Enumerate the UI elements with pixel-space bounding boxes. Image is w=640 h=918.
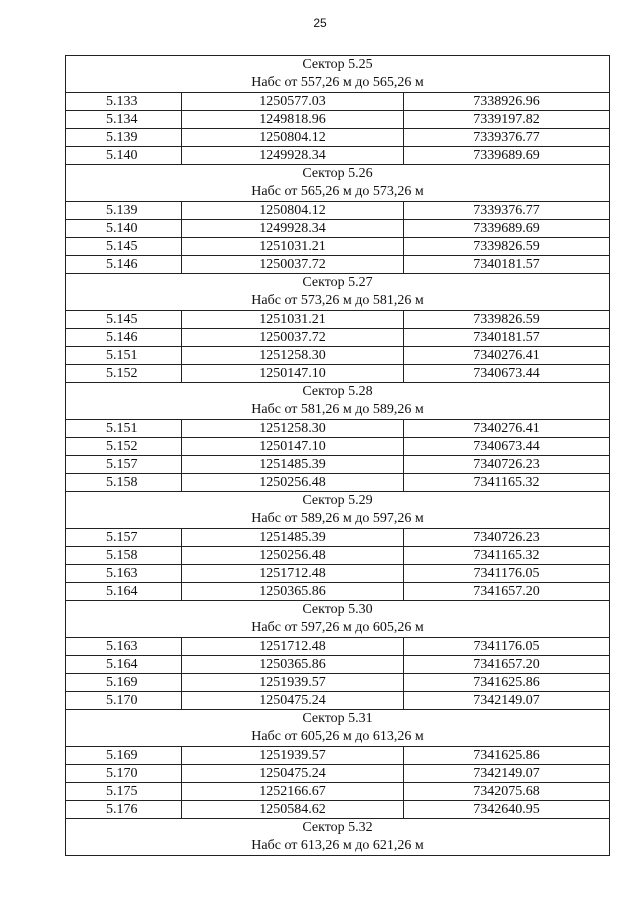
x-coordinate-cell: 1251258.30 xyxy=(182,347,404,365)
y-coordinate-cell: 7341176.05 xyxy=(404,565,610,583)
x-coordinate-cell: 1251485.39 xyxy=(182,529,404,547)
table-row xyxy=(66,202,610,220)
x-coordinate-cell: 1251939.57 xyxy=(182,674,404,692)
sector-header xyxy=(66,819,610,856)
table-row xyxy=(66,311,610,329)
x-coordinate-cell: 1250584.62 xyxy=(182,801,404,819)
y-coordinate-cell: 7340181.57 xyxy=(404,329,610,347)
x-coordinate-cell: 1249928.34 xyxy=(182,220,404,238)
table-row xyxy=(66,456,610,474)
sector-range: Набс от 605,26 м до 613,26 м xyxy=(251,729,424,744)
point-number-cell: 5.145 xyxy=(66,311,182,329)
table-row xyxy=(66,529,610,547)
point-number-cell: 5.151 xyxy=(66,420,182,438)
x-coordinate-cell: 1252166.67 xyxy=(182,783,404,801)
table-row xyxy=(66,765,610,783)
point-number-cell: 5.169 xyxy=(66,674,182,692)
sector-title: Сектор 5.30 xyxy=(302,602,373,617)
point-number-cell: 5.140 xyxy=(66,147,182,165)
point-number-cell: 5.158 xyxy=(66,474,182,492)
sector-header-row xyxy=(66,601,610,638)
point-number-cell: 5.157 xyxy=(66,456,182,474)
table-row xyxy=(66,220,610,238)
sector-header xyxy=(66,165,610,202)
point-number-cell: 5.140 xyxy=(66,220,182,238)
y-coordinate-cell: 7339689.69 xyxy=(404,147,610,165)
sector-header xyxy=(66,383,610,420)
point-number-cell: 5.163 xyxy=(66,565,182,583)
y-coordinate-cell: 7340181.57 xyxy=(404,256,610,274)
y-coordinate-cell: 7339197.82 xyxy=(404,111,610,129)
table-row xyxy=(66,783,610,801)
y-coordinate-cell: 7340276.41 xyxy=(404,347,610,365)
sector-range: Набс от 557,26 м до 565,26 м xyxy=(251,75,424,90)
y-coordinate-cell: 7341165.32 xyxy=(404,547,610,565)
y-coordinate-cell: 7342149.07 xyxy=(404,765,610,783)
y-coordinate-cell: 7342149.07 xyxy=(404,692,610,710)
table-row xyxy=(66,347,610,365)
point-number-cell: 5.133 xyxy=(66,93,182,111)
point-number-cell: 5.176 xyxy=(66,801,182,819)
x-coordinate-cell: 1250256.48 xyxy=(182,474,404,492)
sector-range: Набс от 573,26 м до 581,26 м xyxy=(251,293,424,308)
point-number-cell: 5.139 xyxy=(66,202,182,220)
x-coordinate-cell: 1251258.30 xyxy=(182,420,404,438)
y-coordinate-cell: 7340673.44 xyxy=(404,438,610,456)
table-row xyxy=(66,656,610,674)
sector-title: Сектор 5.25 xyxy=(302,57,373,72)
sector-header xyxy=(66,601,610,638)
sector-title: Сектор 5.26 xyxy=(302,166,373,181)
y-coordinate-cell: 7341176.05 xyxy=(404,638,610,656)
y-coordinate-cell: 7340276.41 xyxy=(404,420,610,438)
sector-range: Набс от 589,26 м до 597,26 м xyxy=(251,511,424,526)
y-coordinate-cell: 7341625.86 xyxy=(404,747,610,765)
y-coordinate-cell: 7339376.77 xyxy=(404,202,610,220)
sector-title: Сектор 5.29 xyxy=(302,493,373,508)
sector-header-row xyxy=(66,165,610,202)
x-coordinate-cell: 1250577.03 xyxy=(182,93,404,111)
table-row xyxy=(66,147,610,165)
y-coordinate-cell: 7342640.95 xyxy=(404,801,610,819)
y-coordinate-cell: 7339689.69 xyxy=(404,220,610,238)
point-number-cell: 5.170 xyxy=(66,692,182,710)
y-coordinate-cell: 7342075.68 xyxy=(404,783,610,801)
sector-header-row xyxy=(66,383,610,420)
sector-range: Набс от 613,26 м до 621,26 м xyxy=(251,838,424,853)
sector-header-row xyxy=(66,710,610,747)
sector-header-row xyxy=(66,819,610,856)
table-row xyxy=(66,801,610,819)
sector-title: Сектор 5.31 xyxy=(302,711,373,726)
table-row xyxy=(66,438,610,456)
table-row xyxy=(66,692,610,710)
point-number-cell: 5.151 xyxy=(66,347,182,365)
sector-title: Сектор 5.32 xyxy=(302,820,373,835)
x-coordinate-cell: 1250256.48 xyxy=(182,547,404,565)
point-number-cell: 5.169 xyxy=(66,747,182,765)
x-coordinate-cell: 1250475.24 xyxy=(182,692,404,710)
x-coordinate-cell: 1250475.24 xyxy=(182,765,404,783)
point-number-cell: 5.170 xyxy=(66,765,182,783)
x-coordinate-cell: 1251031.21 xyxy=(182,311,404,329)
point-number-cell: 5.134 xyxy=(66,111,182,129)
x-coordinate-cell: 1250147.10 xyxy=(182,365,404,383)
sector-title: Сектор 5.28 xyxy=(302,384,373,399)
sector-header xyxy=(66,274,610,311)
x-coordinate-cell: 1251031.21 xyxy=(182,238,404,256)
table-row xyxy=(66,238,610,256)
sector-header xyxy=(66,56,610,93)
y-coordinate-cell: 7339826.59 xyxy=(404,311,610,329)
y-coordinate-cell: 7340726.23 xyxy=(404,529,610,547)
x-coordinate-cell: 1250365.86 xyxy=(182,656,404,674)
sector-header-row xyxy=(66,492,610,529)
point-number-cell: 5.158 xyxy=(66,547,182,565)
table-row xyxy=(66,638,610,656)
x-coordinate-cell: 1250804.12 xyxy=(182,129,404,147)
y-coordinate-cell: 7340673.44 xyxy=(404,365,610,383)
point-number-cell: 5.146 xyxy=(66,256,182,274)
table-row xyxy=(66,583,610,601)
sector-title: Сектор 5.27 xyxy=(302,275,373,290)
x-coordinate-cell: 1251712.48 xyxy=(182,638,404,656)
page-number: 25 xyxy=(313,16,327,30)
x-coordinate-cell: 1250037.72 xyxy=(182,329,404,347)
table-row xyxy=(66,474,610,492)
x-coordinate-cell: 1250147.10 xyxy=(182,438,404,456)
y-coordinate-cell: 7341657.20 xyxy=(404,583,610,601)
point-number-cell: 5.163 xyxy=(66,638,182,656)
sector-header-row xyxy=(66,56,610,93)
point-number-cell: 5.175 xyxy=(66,783,182,801)
table-row xyxy=(66,565,610,583)
x-coordinate-cell: 1251712.48 xyxy=(182,565,404,583)
point-number-cell: 5.152 xyxy=(66,365,182,383)
table-row xyxy=(66,329,610,347)
y-coordinate-cell: 7340726.23 xyxy=(404,456,610,474)
y-coordinate-cell: 7338926.96 xyxy=(404,93,610,111)
sector-header xyxy=(66,710,610,747)
table-row xyxy=(66,674,610,692)
point-number-cell: 5.152 xyxy=(66,438,182,456)
sector-range: Набс от 565,26 м до 573,26 м xyxy=(251,184,424,199)
x-coordinate-cell: 1249928.34 xyxy=(182,147,404,165)
point-number-cell: 5.164 xyxy=(66,656,182,674)
table-row xyxy=(66,747,610,765)
x-coordinate-cell: 1251939.57 xyxy=(182,747,404,765)
table-row xyxy=(66,256,610,274)
y-coordinate-cell: 7341625.86 xyxy=(404,674,610,692)
point-number-cell: 5.157 xyxy=(66,529,182,547)
table-row xyxy=(66,365,610,383)
point-number-cell: 5.164 xyxy=(66,583,182,601)
coordinates-table xyxy=(65,55,610,856)
table-row xyxy=(66,547,610,565)
table-row xyxy=(66,420,610,438)
y-coordinate-cell: 7339826.59 xyxy=(404,238,610,256)
table-row xyxy=(66,111,610,129)
sector-range: Набс от 581,26 м до 589,26 м xyxy=(251,402,424,417)
y-coordinate-cell: 7341165.32 xyxy=(404,474,610,492)
x-coordinate-cell: 1250365.86 xyxy=(182,583,404,601)
point-number-cell: 5.145 xyxy=(66,238,182,256)
x-coordinate-cell: 1250037.72 xyxy=(182,256,404,274)
sector-header-row xyxy=(66,274,610,311)
point-number-cell: 5.146 xyxy=(66,329,182,347)
table-row xyxy=(66,129,610,147)
x-coordinate-cell: 1251485.39 xyxy=(182,456,404,474)
point-number-cell: 5.139 xyxy=(66,129,182,147)
x-coordinate-cell: 1250804.12 xyxy=(182,202,404,220)
table-row xyxy=(66,93,610,111)
x-coordinate-cell: 1249818.96 xyxy=(182,111,404,129)
y-coordinate-cell: 7339376.77 xyxy=(404,129,610,147)
y-coordinate-cell: 7341657.20 xyxy=(404,656,610,674)
sector-range: Набс от 597,26 м до 605,26 м xyxy=(251,620,424,635)
sector-header xyxy=(66,492,610,529)
